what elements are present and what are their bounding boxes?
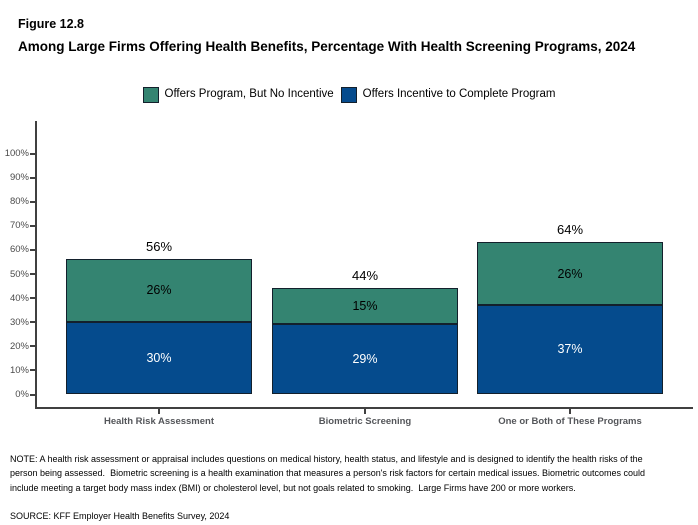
x-tick-mark — [364, 409, 366, 414]
figure-number: Figure 12.8 — [18, 17, 84, 31]
y-tick-mark — [30, 273, 35, 275]
figure-title: Among Large Firms Offering Health Benefits, Percentage With Health Screening Programs, 2024 — [18, 39, 636, 54]
bar-total-value: 64% — [556, 222, 584, 238]
bar-segment-value: 26% — [557, 266, 583, 281]
chart-legend — [0, 86, 698, 103]
y-axis-line — [35, 121, 37, 409]
y-tick-label: 10% — [9, 364, 29, 376]
bar-total-value: 44% — [351, 267, 379, 283]
y-tick-mark — [30, 394, 35, 396]
y-tick-mark — [30, 321, 35, 323]
legend-label-no-incentive: Offers Program, But No Incentive — [164, 88, 334, 100]
bar-segment-value: 37% — [557, 342, 583, 357]
legend-item-no-incentive — [143, 86, 334, 103]
y-tick-label: 40% — [9, 292, 29, 304]
y-tick-mark — [30, 345, 35, 347]
bar-segment-value: 15% — [352, 299, 378, 314]
y-tick-mark — [30, 201, 35, 203]
x-tick-mark — [158, 409, 160, 414]
y-tick-label: 80% — [9, 196, 29, 208]
legend-swatch-blue-icon — [341, 87, 357, 103]
y-tick-mark — [30, 369, 35, 371]
stacked-bar-chart — [0, 120, 698, 432]
bar-segment-value: 30% — [146, 350, 172, 365]
y-tick-label: 70% — [9, 220, 29, 232]
bar-segment-value: 29% — [352, 352, 378, 367]
y-tick-mark — [30, 153, 35, 155]
y-tick-label: 60% — [9, 244, 29, 256]
legend-swatch-green-icon — [143, 87, 159, 103]
y-tick-label: 30% — [9, 316, 29, 328]
bar-segment-value: 26% — [146, 283, 172, 298]
y-tick-mark — [30, 249, 35, 251]
y-tick-label: 50% — [9, 268, 29, 280]
y-tick-mark — [30, 177, 35, 179]
category-label: One or Both of These Programs — [498, 416, 642, 427]
source-text: SOURCE: KFF Employer Health Benefits Survey, 2024 — [10, 511, 230, 521]
category-label: Health Risk Assessment — [103, 416, 214, 427]
y-tick-label: 20% — [9, 340, 29, 352]
x-tick-mark — [569, 409, 571, 414]
y-tick-mark — [30, 297, 35, 299]
y-tick-mark — [30, 225, 35, 227]
y-tick-label: 90% — [9, 172, 29, 184]
legend-label-incentive: Offers Incentive to Complete Program — [362, 88, 556, 100]
legend-item-incentive — [341, 86, 556, 103]
bar-total-value: 56% — [145, 239, 173, 255]
note-text: NOTE: A health risk assessment or appraisal includes questions on medical history, health status, and lifestyle and is designed to identify the health risks of the person being assessed. Biometric screening is a health examination that measures a person's risk factors for certain medical issues. Biometric outcomes could include meeting a target body mass index (BMI) or cholesterol level, but not goals related to smoking. Large Firms have 200 or more workers. — [10, 454, 648, 493]
y-tick-label: 0% — [15, 389, 29, 400]
category-label: Biometric Screening — [318, 416, 412, 427]
y-tick-label: 100% — [4, 148, 29, 159]
